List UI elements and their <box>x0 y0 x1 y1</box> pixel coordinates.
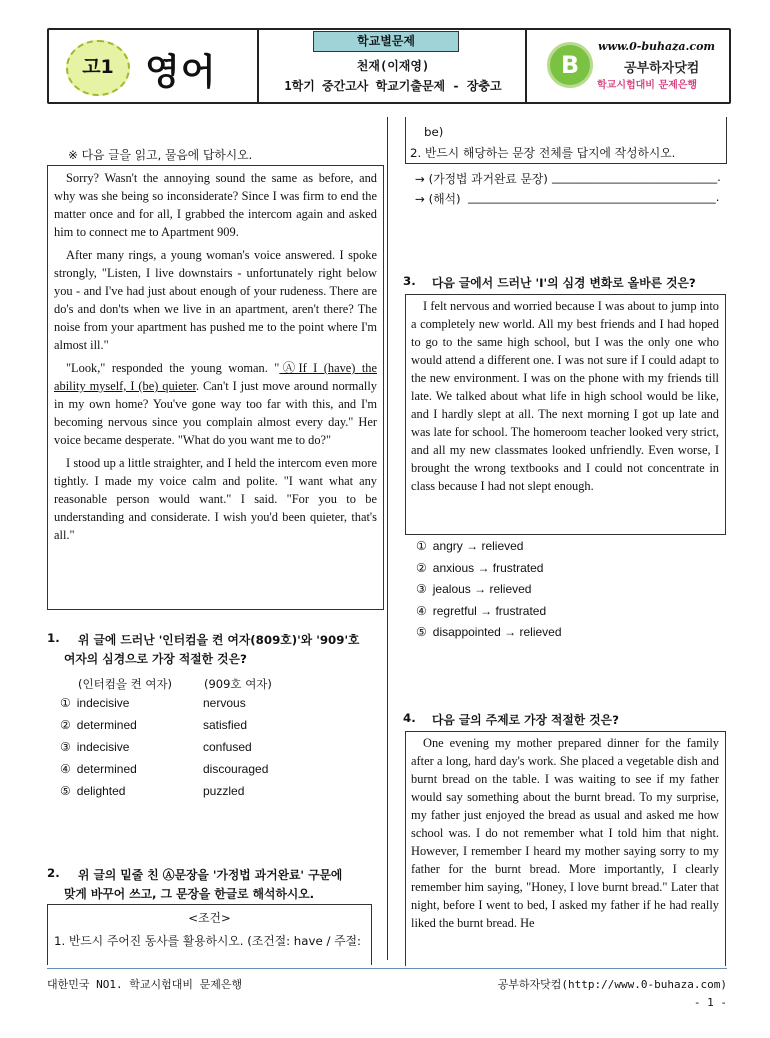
passage-paragraph: Sorry? Wasn't the annoying sound the same as before, and why was she being so inconsiderate? Since I was firm to end the matter once and for all, I grabbed the intercom again and asked him to connect me to Apartment 909. <box>54 171 377 239</box>
underlined-sentence: ⒶIf I (have) the ability myself, I (be) quieter <box>54 361 377 393</box>
grade-badge <box>66 40 130 96</box>
q1-options <box>60 692 360 802</box>
grade-label: 고1 <box>82 56 114 78</box>
exam-title: 1학기 중간고사 학교기출문제 - 장충고 <box>284 79 502 93</box>
question-stem: 위 글에 드러난 '인터컴을 켠 여자(809호)'와 '909'호 <box>78 633 360 647</box>
q3-options <box>416 535 716 643</box>
option-text: regretful → frustrated <box>432 603 547 618</box>
option-text: confused <box>203 740 252 754</box>
passage-paragraph: I stood up a little straighter, and I held the intercom even more tightly. I made my voice calm and polite. "I want what any reasonable person would want." I said. "For you to be understanding and considerate. I wish you'd been quieter, that's all." <box>54 456 377 542</box>
option-text: puzzled <box>203 784 245 798</box>
logo-name: 공부하자닷컴 <box>624 61 700 76</box>
question-number: 1. <box>47 631 60 645</box>
answer-option[interactable] <box>416 535 716 557</box>
option-text: indecisive <box>76 740 130 754</box>
page-number: - 1 - <box>693 996 727 1009</box>
option-number: ④ <box>416 603 427 618</box>
logo-icon: B <box>547 42 593 88</box>
option-number: ③ <box>416 582 427 596</box>
question-number: 3. <box>403 274 416 288</box>
text-span: . Can't I just move around normally in my own home? You've gone way too far with this, and I'm becoming nervous since you complain almost every day." Her voice became desperate. "What do you want me to do?" <box>54 379 377 447</box>
question-number: 4. <box>403 711 416 725</box>
condition-item: 1. 반드시 주어진 동사를 활용하시오. (조건절: have / 주절: <box>54 934 361 948</box>
option-number: ⑤ <box>416 625 427 639</box>
answer-option[interactable] <box>60 714 360 736</box>
answer-option[interactable] <box>416 600 716 622</box>
text-span: "Look," responded the young woman. " <box>66 361 280 375</box>
column-header: (909호 여자) <box>204 677 272 691</box>
option-text: delighted <box>76 784 126 798</box>
option-text: determined <box>76 762 137 776</box>
header-divider <box>257 28 259 102</box>
answer-label: → (해석) <box>415 192 461 206</box>
option-number: ① <box>416 539 427 553</box>
footer-left: 대한민국 NO1. 학교시험대비 문제은행 <box>47 978 243 991</box>
answer-option[interactable] <box>416 578 716 600</box>
passage-box <box>405 294 726 535</box>
option-text: jealous → relieved <box>432 582 532 596</box>
question-stem: 위 글의 밑줄 친 Ⓐ문장을 '가정법 과거완료' 구문에 <box>78 868 343 882</box>
question-stem: 맞게 바꾸어 쓰고, 그 문장을 한글로 해석하시오. <box>64 887 315 901</box>
passage-box <box>47 165 384 610</box>
column-divider <box>387 117 388 960</box>
answer-option[interactable] <box>416 621 716 643</box>
logo-subtitle: 학교시험대비 문제은행 <box>597 80 698 91</box>
condition-box <box>47 904 372 965</box>
option-text: indecisive <box>76 696 130 710</box>
option-number: ② <box>60 718 71 732</box>
answer-option[interactable] <box>60 736 360 758</box>
condition-item: 2. 반드시 해당하는 문장 전체를 답지에 작성하시오. <box>410 146 676 160</box>
option-text: discouraged <box>203 762 269 776</box>
answer-option[interactable] <box>60 692 360 714</box>
option-number: ④ <box>60 762 71 776</box>
option-text: angry → relieved <box>432 539 524 553</box>
answer-option[interactable] <box>60 758 360 780</box>
instruction: ※ 다음 글을 읽고, 물음에 답하시오. <box>68 148 253 162</box>
option-text: anxious → frustrated <box>432 560 544 575</box>
publisher: 천재(이재영) <box>356 59 430 73</box>
option-number: ② <box>416 560 427 575</box>
option-text: determined <box>76 718 137 732</box>
passage-paragraph <box>54 359 377 449</box>
option-text: nervous <box>203 696 246 710</box>
option-number: ① <box>60 696 71 710</box>
answer-option[interactable] <box>60 780 360 802</box>
option-number: ③ <box>60 740 71 754</box>
passage-box <box>405 731 726 966</box>
footer-divider <box>47 968 727 969</box>
question-stem: 다음 글에서 드러난 'I'의 심경 변화로 올바른 것은? <box>432 276 696 290</box>
subject-title: 영어 <box>145 52 217 93</box>
option-number: ⑤ <box>60 784 71 798</box>
answer-option[interactable] <box>416 557 716 579</box>
option-text: disappointed → relieved <box>432 625 562 639</box>
condition-title: <조건> <box>188 911 231 925</box>
logo-url: www.0-buhaza.com <box>598 40 716 53</box>
question-stem: 다음 글의 주제로 가장 적절한 것은? <box>432 713 619 727</box>
answer-blank[interactable]: ____________________________. <box>552 170 721 184</box>
answer-label: → (가정법 과거완료 문장) <box>415 172 548 186</box>
condition-item: be) <box>424 125 444 139</box>
question-number: 2. <box>47 866 60 880</box>
column-header: (인터컴을 켠 여자) <box>78 677 173 691</box>
footer-right: 공부하자닷컴(http://www.0-buhaza.com) <box>497 978 727 991</box>
condition-box-continued <box>405 117 727 164</box>
category-tag: 학교별문제 <box>313 31 459 52</box>
passage-paragraph: One evening my mother prepared dinner for the family after a long, hard day's work. She placed a vegetable dish and burnt bread on the table. I was waiting to see if my father would say something about the burnt bread. To my surprise, my father just enjoyed the bread as usual and asked me how school was. I do not remember what I told him that night. However, I remember I heard my mother saying sorry to my father for the burnt bread. More importantly, I clearly remember him saying, "Honey, I love burnt bread." Later that night, before I went to bed, I asked my father if he had really liked the burnt bread. He <box>411 736 719 930</box>
question-stem: 여자의 심경으로 가장 적절한 것은? <box>64 652 247 666</box>
header-divider <box>525 28 527 102</box>
passage-paragraph: I felt nervous and worried because I was about to jump into a completely new world. All my best friends and I had hoped to go to the same high school, but I was the only one who would attend a different one. I was not sure if I could adapt to the new environment. I was on the phone with my friends till late. We talked about what life in high school would be like, and I hardly slept at all. The next morning I got up late and was late for school. The homeroom teacher looked very strict, and all my new classmates looked unfriendly. Even worse, I brought the wrong textbooks and I could not concentrate in class because I had not slept enough. <box>411 299 719 493</box>
option-text: satisfied <box>203 718 248 732</box>
answer-blank[interactable]: __________________________________________. <box>468 190 720 204</box>
passage-paragraph: After many rings, a young woman's voice answered. I spoke strongly, "Listen, I live downstairs - unfortunately right below you - and I've had just about enough of your rudeness. There are do's and don'ts when we live in an apartment, aren't there? The noise from your apartment has pushed me to the point where I'm almost ill." <box>54 248 377 352</box>
